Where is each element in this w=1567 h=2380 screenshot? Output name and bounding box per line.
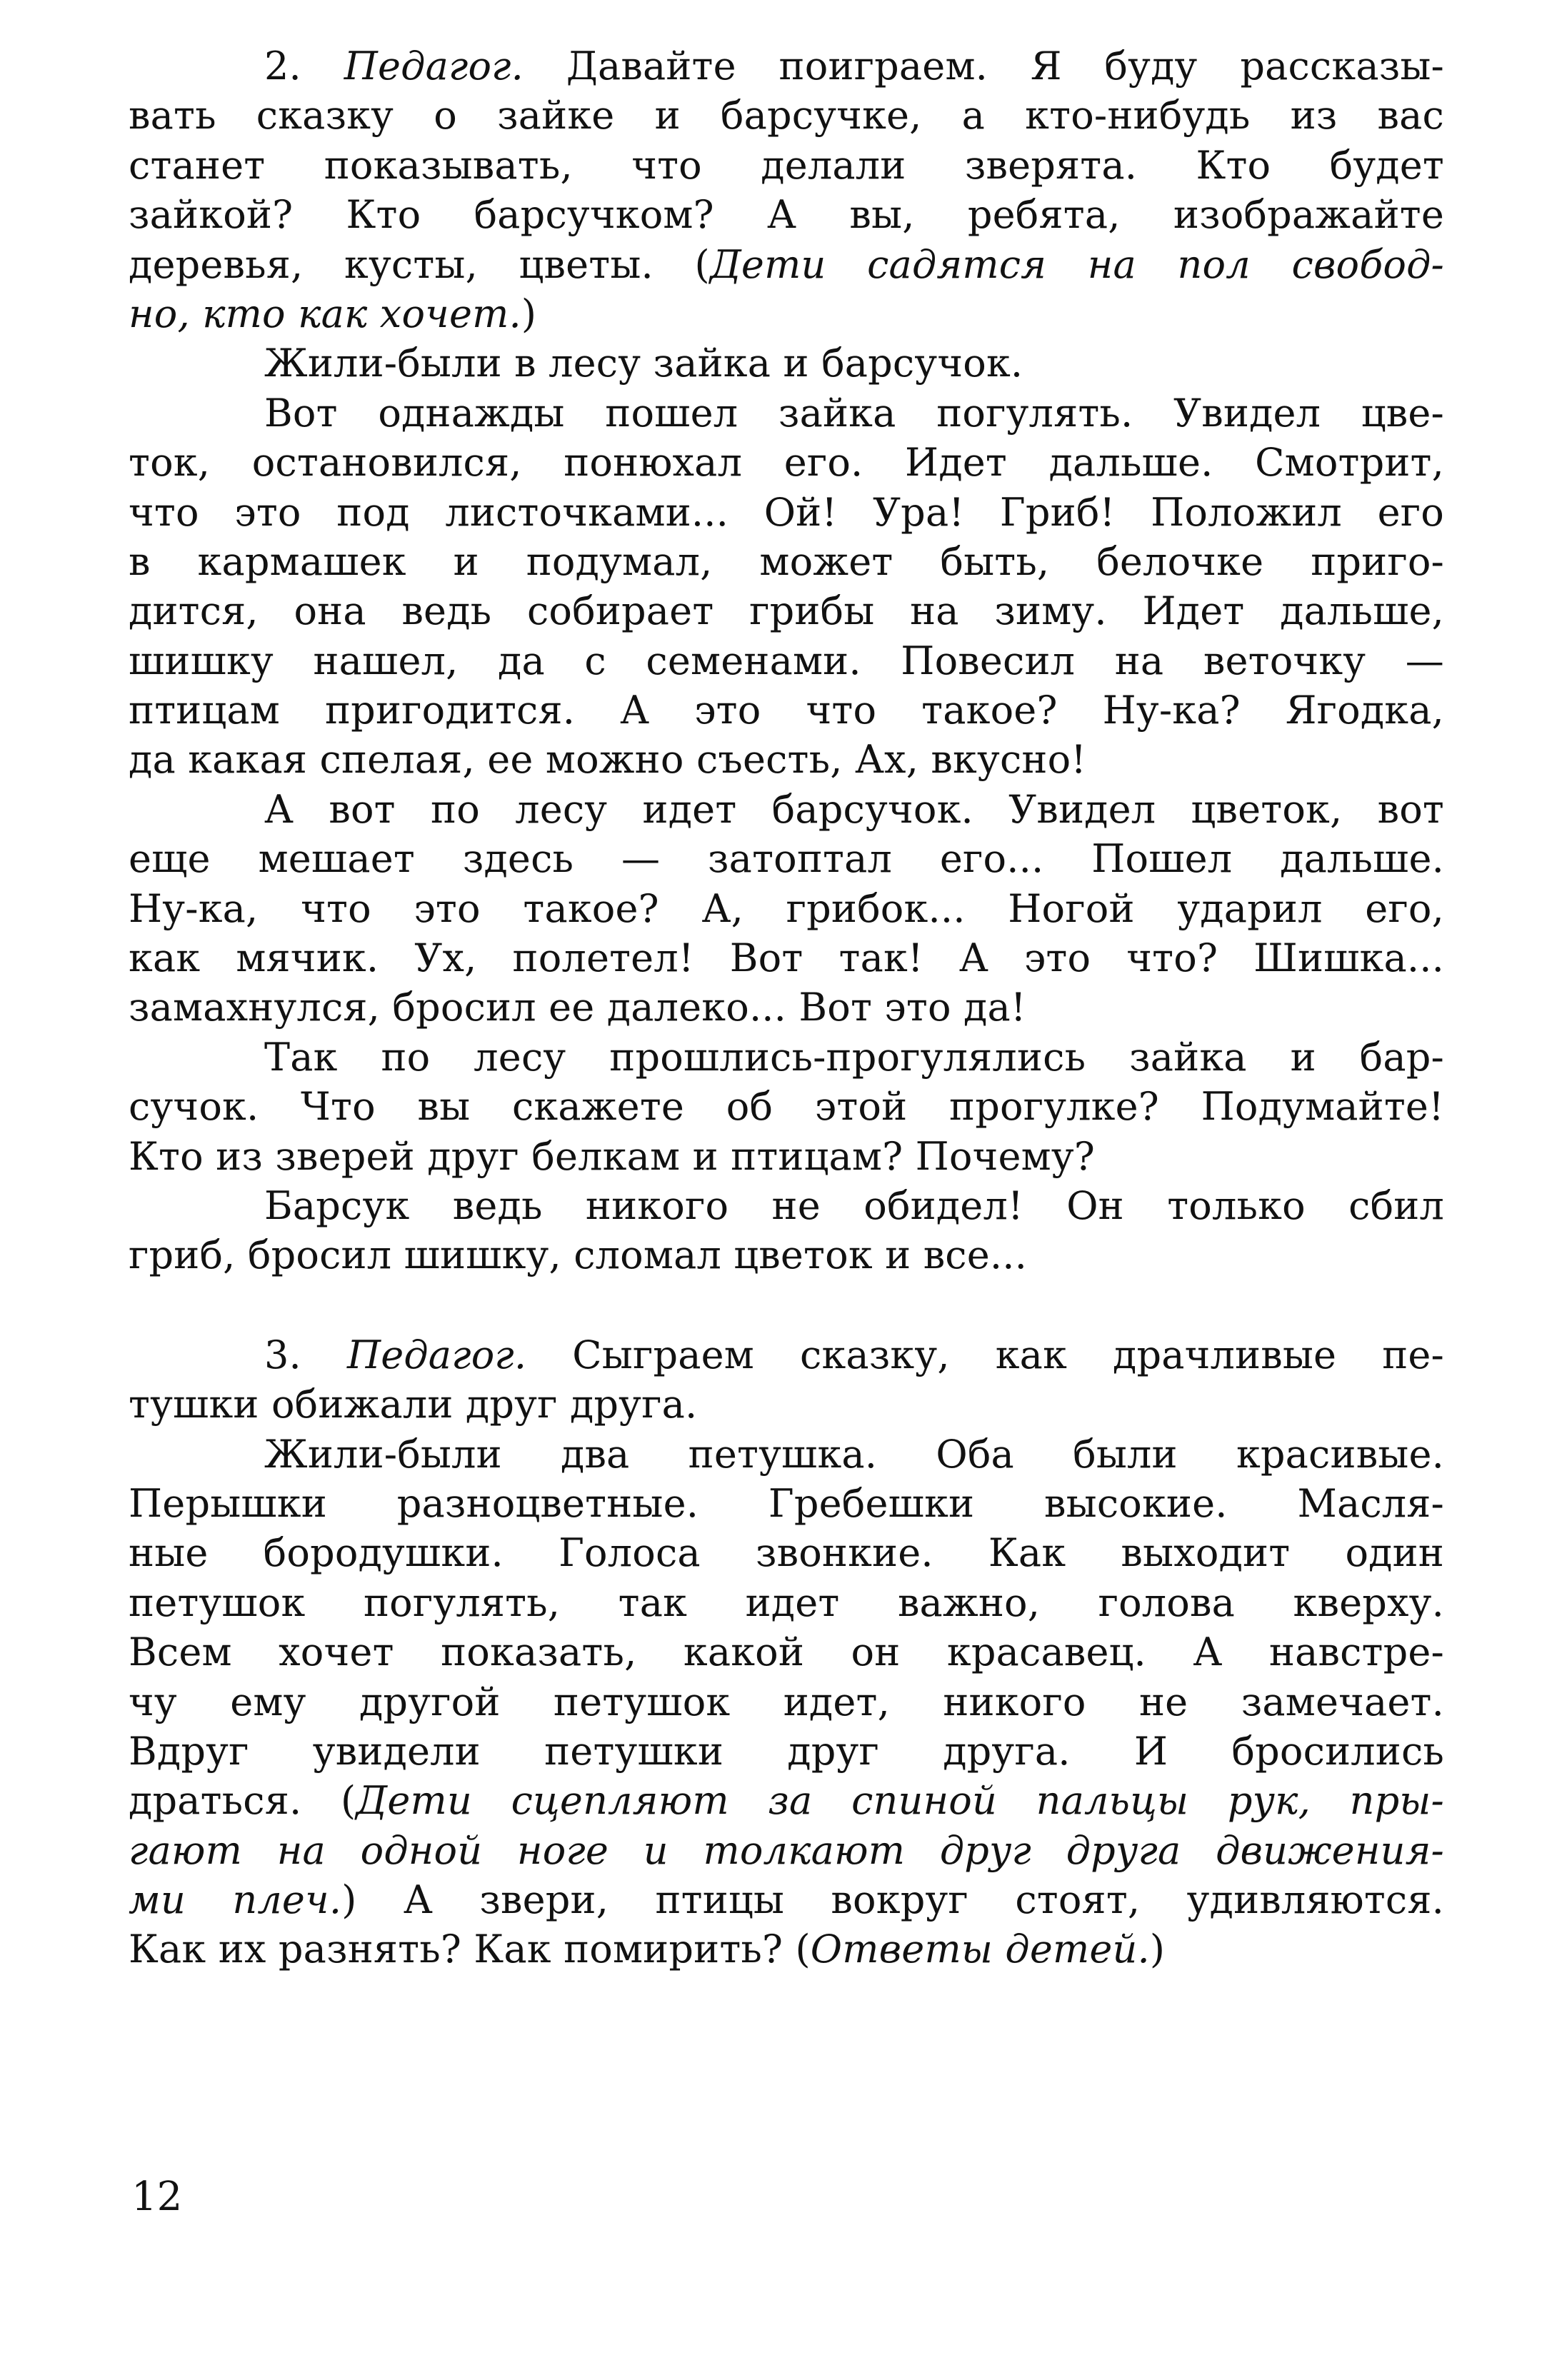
text-run: Кто из зверей друг белкам и птицам? Почему? — [129, 1133, 1096, 1179]
text-line — [129, 1181, 1444, 1230]
book-page-text — [129, 41, 1444, 1974]
text-line — [129, 41, 1444, 91]
text-line — [129, 1430, 1444, 1479]
italic-run: Ответы детей. — [810, 1927, 1150, 1972]
text-run: Барсук ведь никого не обидел! Он только сбил — [264, 1183, 1444, 1228]
text-line — [129, 240, 1444, 289]
paragraph — [129, 388, 1444, 785]
text-line — [129, 1924, 1444, 1974]
text-line — [129, 1677, 1444, 1727]
text-line — [129, 933, 1444, 983]
text-run: Как их разнять? Как помирить? ( — [129, 1927, 811, 1972]
text-run: тушки обижали друг друга. — [129, 1382, 698, 1427]
text-line — [129, 1528, 1444, 1577]
text-line — [129, 636, 1444, 686]
text-line — [129, 884, 1444, 933]
text-line — [129, 338, 1444, 388]
text-line — [129, 1578, 1444, 1627]
text-run: Вдруг увидели петушки друг друга. И бросились — [129, 1728, 1444, 1774]
paragraph — [129, 1430, 1444, 1974]
text-line — [129, 91, 1444, 140]
paragraph — [129, 41, 1444, 338]
text-line — [129, 834, 1444, 883]
text-line — [129, 1082, 1444, 1131]
text-run: ) — [1149, 1927, 1166, 1972]
italic-run: Дети садятся на пол свобод- — [709, 241, 1444, 287]
text-line — [129, 1033, 1444, 1082]
text-run: Жили-были два петушка. Оба были красивые. — [264, 1431, 1444, 1477]
paragraph — [129, 1181, 1444, 1280]
text-line — [129, 1627, 1444, 1677]
text-line — [129, 289, 1444, 338]
text-run: петушок погулять, так идет важно, голова кверху. — [129, 1580, 1444, 1625]
text-line — [129, 190, 1444, 239]
text-run: гриб, бросил шишку, сломал цветок и все... — [129, 1232, 1027, 1278]
text-run: чу ему другой петушок идет, никого не замечает. — [129, 1679, 1444, 1724]
text-line — [129, 141, 1444, 190]
text-run: Перышки разноцветные. Гребешки высокие. Масля- — [129, 1480, 1444, 1526]
text-run: да какая спелая, ее можно съесть, Ах, вкусно! — [129, 737, 1087, 783]
text-run: замахнулся, бросил ее далеко... Вот это да! — [129, 985, 1026, 1030]
text-line — [129, 1727, 1444, 1776]
text-run: дится, она ведь собирает грибы на зиму. Идет дальше, — [129, 588, 1444, 634]
italic-run: Педагог. — [344, 44, 524, 89]
text-run: птицам пригодится. А это что такое? Ну-ка? Ягодка, — [129, 688, 1444, 733]
text-run: ) — [521, 291, 537, 336]
text-section-section-2 — [129, 41, 1444, 1280]
text-run: ток, остановился, понюхал его. Идет дальше. Смотрит, — [129, 440, 1444, 486]
page-number: 12 — [131, 2174, 183, 2220]
text-line — [129, 686, 1444, 735]
section-gap — [129, 1280, 1444, 1330]
text-run: А вот по лесу идет барсучок. Увидел цветок, вот — [264, 786, 1444, 832]
text-run: как мячик. Ух, полетел! Вот так! А это что? Шишка... — [129, 935, 1444, 981]
text-line — [129, 1380, 1444, 1429]
text-line — [129, 735, 1444, 784]
text-run: в кармашек и подумал, может быть, белочке приго- — [129, 538, 1444, 584]
text-run: станет показывать, что делали зверята. Кто будет — [129, 142, 1444, 188]
text-line — [129, 1776, 1444, 1825]
text-run: 3. — [264, 1332, 347, 1377]
text-line — [129, 1132, 1444, 1181]
text-line — [129, 1875, 1444, 1924]
paragraph — [129, 1330, 1444, 1430]
text-run: ные бородушки. Голоса звонкие. Как выходит один — [129, 1530, 1444, 1576]
text-section-section-3 — [129, 1330, 1444, 1974]
text-run: деревья, кусты, цветы. ( — [129, 241, 710, 287]
text-line — [129, 488, 1444, 537]
text-run: зайкой? Кто барсучком? А вы, ребята, изображайте — [129, 192, 1444, 238]
text-run: Всем хочет показать, какой он красавец. А навстре- — [129, 1630, 1444, 1675]
text-run: ) А звери, птицы вокруг стоят, удивляются. — [341, 1877, 1444, 1923]
italic-run: гают на одной ноге и толкают друг друга движения- — [129, 1827, 1444, 1873]
text-run: еще мешает здесь — затоптал его... Пошел дальше. — [129, 836, 1444, 882]
text-line — [129, 785, 1444, 834]
text-line — [129, 388, 1444, 438]
paragraph — [129, 338, 1444, 388]
text-run: Жили-были в лесу зайка и барсучок. — [264, 341, 1023, 386]
text-run: Сыграем сказку, как драчливые пе- — [526, 1332, 1444, 1377]
text-run: шишку нашел, да с семенами. Повесил на веточку — — [129, 638, 1444, 683]
text-run: что это под листочками... Ой! Ура! Гриб! Положил его — [129, 489, 1444, 535]
text-run: драться. ( — [129, 1778, 356, 1824]
italic-run: Дети сцепляют за спиной пальцы рук, пры- — [356, 1778, 1445, 1824]
italic-run: Педагог. — [346, 1332, 527, 1377]
italic-run: но, кто как хочет. — [129, 291, 521, 336]
text-line — [129, 1479, 1444, 1528]
text-run: Ну-ка, что это такое? А, грибок... Ногой ударил его, — [129, 885, 1444, 931]
text-run: вать сказку о зайке и барсучке, а кто-нибудь из вас — [129, 93, 1444, 139]
text-run: 2. — [264, 44, 344, 89]
paragraph — [129, 785, 1444, 1033]
text-line — [129, 586, 1444, 636]
text-line — [129, 537, 1444, 586]
text-line — [129, 1826, 1444, 1875]
italic-run: ми плеч. — [129, 1877, 342, 1923]
text-line — [129, 438, 1444, 487]
text-run: Так по лесу прошлись-прогулялись зайка и бар- — [264, 1034, 1444, 1080]
text-line — [129, 1230, 1444, 1280]
text-line — [129, 1330, 1444, 1380]
text-run: Давайте поиграем. Я буду рассказы- — [524, 44, 1444, 89]
text-line — [129, 983, 1444, 1032]
paragraph — [129, 1033, 1444, 1181]
text-run: Вот однажды пошел зайка погулять. Увидел цве- — [264, 390, 1444, 436]
text-run: сучок. Что вы скажете об этой прогулке? Подумайте! — [129, 1084, 1444, 1130]
